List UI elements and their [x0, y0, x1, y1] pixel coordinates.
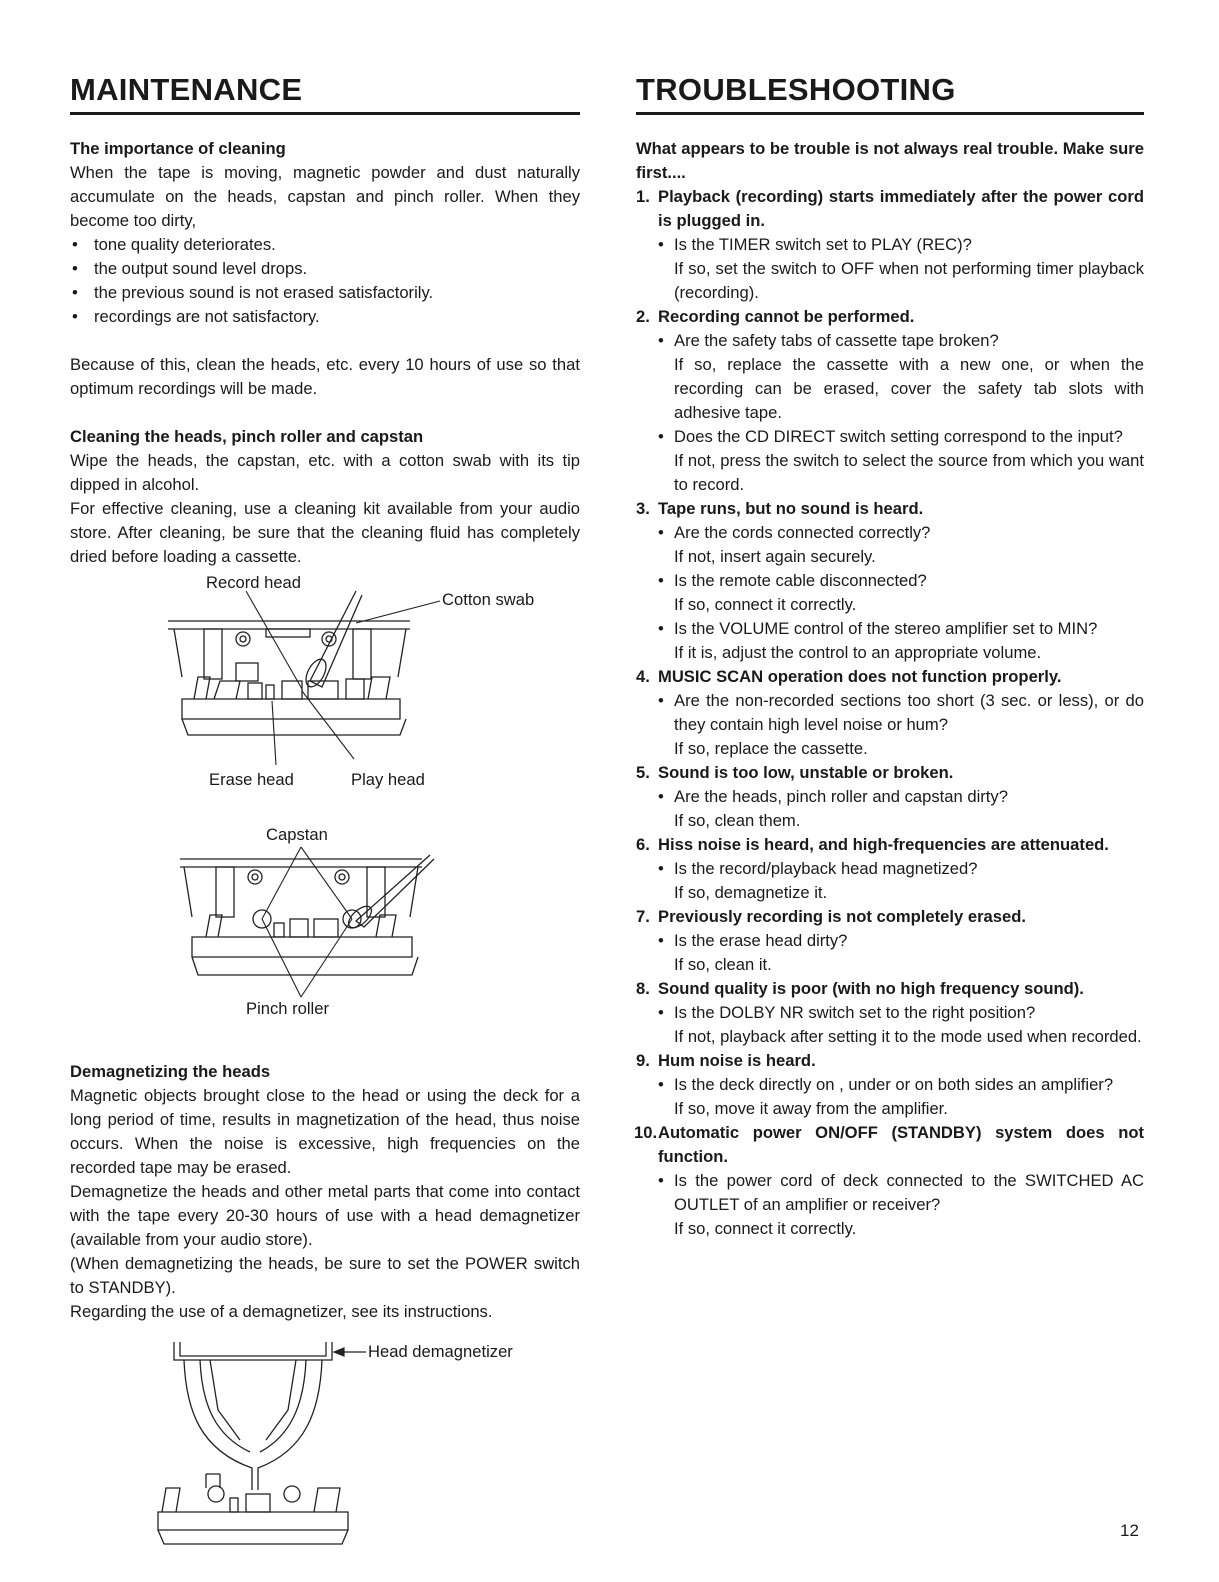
list-item: • tone quality deteriorates. — [70, 233, 580, 257]
trouble-check-answer: If so, demagnetize it. — [674, 883, 828, 902]
pinch-roller-label: Pinch roller — [246, 999, 330, 1018]
trouble-item — [636, 1121, 1144, 1169]
trouble-check-question: • Is the TIMER switch set to PLAY (REC)? — [636, 233, 1144, 257]
trouble-item-title: MUSIC SCAN operation does not function properly. — [658, 667, 1062, 686]
trouble-item-title: Sound is too low, unstable or broken. — [658, 763, 954, 782]
trouble-item — [636, 761, 1144, 785]
heads-heading: Cleaning the heads, pinch roller and capstan — [70, 427, 424, 446]
heads-paragraph-1: Wipe the heads, the capstan, etc. with a cotton swab with its tip dipped in alcohol. — [70, 451, 580, 494]
trouble-check-question: • Is the VOLUME control of the stereo amplifier set to MIN? — [636, 617, 1144, 641]
demag-paragraph-4: Regarding the use of a demagnetizer, see its instructions. — [70, 1302, 493, 1321]
troubleshooting-list — [636, 185, 1144, 1241]
cotton-swab-leader — [356, 601, 440, 623]
play-head-label: Play head — [351, 770, 425, 789]
trouble-item — [636, 1049, 1144, 1073]
cleaning-interval: Because of this, clean the heads, etc. every 10 hours of use so that optimum recordings will be made. — [70, 355, 580, 398]
trouble-check-answer: If so, connect it correctly. — [674, 595, 857, 614]
demagnetizer-diagram — [70, 1340, 580, 1580]
trouble-check-answer: If not, insert again securely. — [674, 547, 876, 566]
capstan-leader-left — [262, 847, 301, 919]
trouble-check-answer: If so, replace the cassette with a new one, or when the recording can be erased, cover the safety tab slots with adhesive tape. — [674, 355, 1144, 422]
cleaning-bullets — [70, 233, 580, 329]
trouble-item-number: 10. — [634, 1123, 658, 1142]
trouble-item-title: Previously recording is not completely erased. — [658, 907, 1026, 926]
trouble-item-title: Tape runs, but no sound is heard. — [658, 499, 924, 518]
trouble-item-number: 7. — [636, 907, 650, 926]
demag-paragraph-3: (When demagnetizing the heads, be sure to set the POWER switch to STANDBY). — [70, 1254, 580, 1297]
maintenance-body — [70, 137, 580, 1580]
cleaning-intro: When the tape is moving, magnetic powder and dust naturally accumulate on the heads, capstan and pinch roller. When they become too dirty, — [70, 163, 580, 230]
trouble-item — [636, 185, 1144, 233]
troubleshooting-column — [636, 70, 1144, 1241]
trouble-check-answer: If not, playback after setting it to the mode used when recorded. — [674, 1027, 1142, 1046]
trouble-item-number: 3. — [636, 499, 650, 518]
head-demagnetizer-arrow — [334, 1348, 344, 1356]
trouble-item-number: 9. — [636, 1051, 650, 1070]
maintenance-column — [70, 70, 580, 1580]
erase-head-leader — [272, 701, 276, 765]
trouble-check-question: • Are the non-recorded sections too short (3 sec. or less), or do they contain high level noise or hum? — [636, 689, 1144, 737]
cotton-swab-label: Cotton swab — [442, 590, 535, 609]
demag-paragraph-1: Magnetic objects brought close to the head or using the deck for a long period of time, results in magnetization of the head, thus noise occurs. When the noise is excessive, high frequencies on the recorded tape may be erased. — [70, 1086, 580, 1177]
trouble-check-question: • Are the safety tabs of cassette tape broken? — [636, 329, 1144, 353]
trouble-item-number: 1. — [636, 187, 650, 206]
trouble-check-answer: If not, press the switch to select the source from which you want to record. — [674, 451, 1144, 494]
trouble-item-number: 6. — [636, 835, 650, 854]
trouble-item — [636, 905, 1144, 929]
trouble-check-question: • Are the cords connected correctly? — [636, 521, 1144, 545]
head-demagnetizer-illustration — [70, 1340, 580, 1580]
trouble-check-answer: If so, move it away from the amplifier. — [674, 1099, 948, 1118]
troubleshooting-intro: What appears to be trouble is not always real trouble. Make sure first.... — [636, 139, 1144, 182]
head-demagnetizer-label: Head demagnetizer — [368, 1342, 513, 1361]
capstan-label: Capstan — [266, 825, 328, 844]
trouble-check-question: • Is the remote cable disconnected? — [636, 569, 1144, 593]
cleaning-heading: The importance of cleaning — [70, 139, 286, 158]
trouble-check-answer: If so, replace the cassette. — [674, 739, 868, 758]
trouble-item-title: Playback (recording) starts immediately after the power cord is plugged in. — [658, 187, 1144, 230]
trouble-check-answer: If so, set the switch to OFF when not performing timer playback (recording). — [674, 259, 1144, 302]
maintenance-title: MAINTENANCE — [70, 70, 580, 115]
trouble-item — [636, 305, 1144, 329]
page-number: 12 — [1120, 1521, 1139, 1540]
trouble-item-title: Automatic power ON/OFF (STANDBY) system does not function. — [658, 1123, 1144, 1166]
trouble-item-number: 8. — [636, 979, 650, 998]
trouble-item-number: 2. — [636, 307, 650, 326]
trouble-item — [636, 833, 1144, 857]
trouble-check-question: • Is the DOLBY NR switch set to the right position? — [636, 1001, 1144, 1025]
list-item: • the output sound level drops. — [70, 257, 580, 281]
pinch-roller-leader-left — [262, 919, 301, 997]
demag-paragraph-2: Demagnetize the heads and other metal parts that come into contact with the tape every 20-30 hours of use with a head demagnetizer (available from your audio store). — [70, 1182, 580, 1249]
demag-heading: Demagnetizing the heads — [70, 1062, 271, 1081]
trouble-check-answer: If it is, adjust the control to an appropriate volume. — [674, 643, 1042, 662]
erase-head-label: Erase head — [209, 770, 294, 789]
trouble-check-question: • Is the power cord of deck connected to the SWITCHED AC OUTLET of an amplifier or receiver? — [636, 1169, 1144, 1217]
trouble-check-question: • Is the record/playback head magnetized? — [636, 857, 1144, 881]
trouble-item-number: 4. — [636, 667, 650, 686]
trouble-check-answer: If so, clean them. — [674, 811, 801, 830]
trouble-item-title: Hiss noise is heard, and high-frequencies are attenuated. — [658, 835, 1109, 854]
list-item: • recordings are not satisfactory. — [70, 305, 580, 329]
trouble-item-title: Hum noise is heard. — [658, 1051, 816, 1070]
trouble-item-title: Sound quality is poor (with no high frequency sound). — [658, 979, 1084, 998]
trouble-item — [636, 977, 1144, 1001]
trouble-item — [636, 665, 1144, 689]
trouble-check-answer: If so, clean it. — [674, 955, 772, 974]
troubleshooting-title: TROUBLESHOOTING — [636, 70, 1144, 115]
capstan-cleaning-diagram — [70, 819, 580, 1039]
heads-paragraph-2: For effective cleaning, use a cleaning kit available from your audio store. After cleaning, be sure that the cleaning fluid has completely dried before loading a cassette. — [70, 499, 580, 566]
record-head-label: Record head — [206, 573, 302, 592]
list-item: • the previous sound is not erased satisfactorily. — [70, 281, 580, 305]
trouble-item-title: Recording cannot be performed. — [658, 307, 915, 326]
trouble-check-answer: If so, connect it correctly. — [674, 1219, 857, 1238]
trouble-check-question: • Does the CD DIRECT switch setting correspond to the input? — [636, 425, 1144, 449]
trouble-item-number: 5. — [636, 763, 650, 782]
troubleshooting-body — [636, 137, 1144, 1241]
trouble-check-question: • Is the deck directly on , under or on both sides an amplifier? — [636, 1073, 1144, 1097]
play-head-leader — [302, 691, 354, 759]
trouble-check-question: • Is the erase head dirty? — [636, 929, 1144, 953]
record-head-leader — [246, 591, 302, 689]
head-cleaning-diagram — [70, 569, 580, 819]
trouble-check-question: • Are the heads, pinch roller and capstan dirty? — [636, 785, 1144, 809]
trouble-item — [636, 497, 1144, 521]
